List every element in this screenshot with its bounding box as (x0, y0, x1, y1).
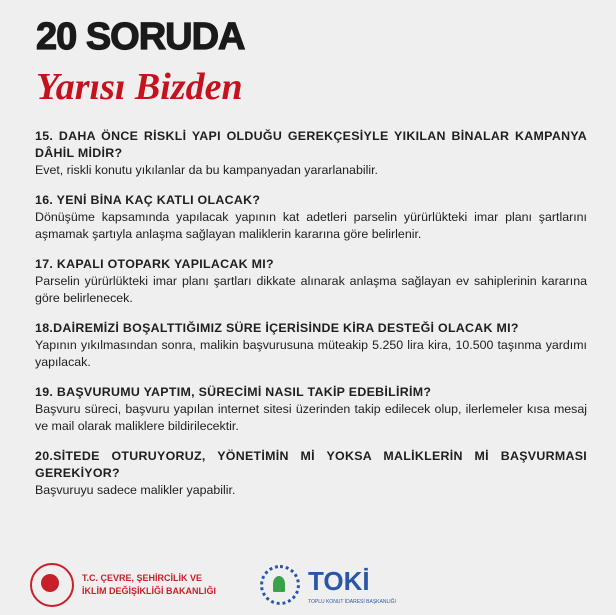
ministry-line2: İKLİM DEĞİŞİKLİĞİ BAKANLIĞI (82, 586, 216, 596)
faq-answer: Evet, riskli konutu yıkılanlar da bu kampanyadan yararlanabilir. (35, 163, 378, 177)
faq-item (35, 192, 587, 243)
ministry-seal-icon (30, 563, 74, 607)
faq-item (35, 384, 587, 435)
faq-question: 19. BAŞVURUMU YAPTIM, SÜRECİMİ NASIL TAKİP EDEBİLİRİM? (35, 385, 432, 399)
toki-name: TOKİ (308, 565, 370, 596)
ministry-name (82, 572, 216, 598)
faq-item (35, 128, 587, 179)
faq-question: 20.SİTEDE OTURUYORUZ, YÖNETİMİN Mİ YOKSA MALİKLERİN Mİ BAŞVURMASI GEREKİYOR? (35, 449, 587, 480)
faq-answer: Başvuruyu sadece malikler yapabilir. (35, 483, 236, 497)
title-line2: Yarısı Bizden (36, 66, 243, 108)
title-line1: 20 SORUDA (36, 16, 245, 58)
faq-question: 16. YENİ BİNA KAÇ KATLI OLACAK? (35, 193, 261, 207)
faq-list (35, 128, 587, 512)
footer-logos (30, 563, 396, 607)
faq-question: 15. DAHA ÖNCE RİSKLİ YAPI OLDUĞU GEREKÇESİYLE YIKILAN BİNALAR KAMPANYA DÂHİL MİDİR? (35, 129, 587, 160)
toki-tree-icon (260, 565, 300, 605)
faq-answer: Başvuru süreci, başvuru yapılan internet sitesi üzerinden takip edilecek olup, ilerlemeler kısa mesaj ve mail olarak maliklere bildirilecektir. (35, 402, 587, 433)
faq-item (35, 320, 587, 371)
faq-answer: Yapının yıkılmasından sonra, malikin başvurusuna müteakip 5.250 lira kira, 10.500 taşınma yardımı yapılacak. (35, 338, 587, 369)
faq-answer: Dönüşüme kapsamında yapılacak yapının kat adetleri parselin yürürlükteki imar planı şartlarını aşmamak şartıyla anlaşma sağlayan maliklerin kararına göre belirlenir. (35, 210, 587, 241)
faq-item (35, 256, 587, 307)
faq-question: 18.DAİREMİZİ BOŞALTTIĞIMIZ SÜRE İÇERİSİNDE KİRA DESTEĞİ OLACAK MI? (35, 321, 519, 335)
toki-logo (308, 565, 396, 606)
faq-question: 17. KAPALI OTOPARK YAPILACAK MI? (35, 257, 274, 271)
faq-item (35, 448, 587, 499)
toki-subtitle: TOPLU KONUT İDARESİ BAŞKANLIĞI (308, 598, 396, 605)
faq-answer: Parselin yürürlükteki imar planı şartları dikkate alınarak anlaşma sağlayan ev sahiplerinin kararına göre belirlenecek. (35, 274, 587, 305)
ministry-line1: T.C. ÇEVRE, ŞEHİRCİLİK VE (82, 573, 203, 583)
